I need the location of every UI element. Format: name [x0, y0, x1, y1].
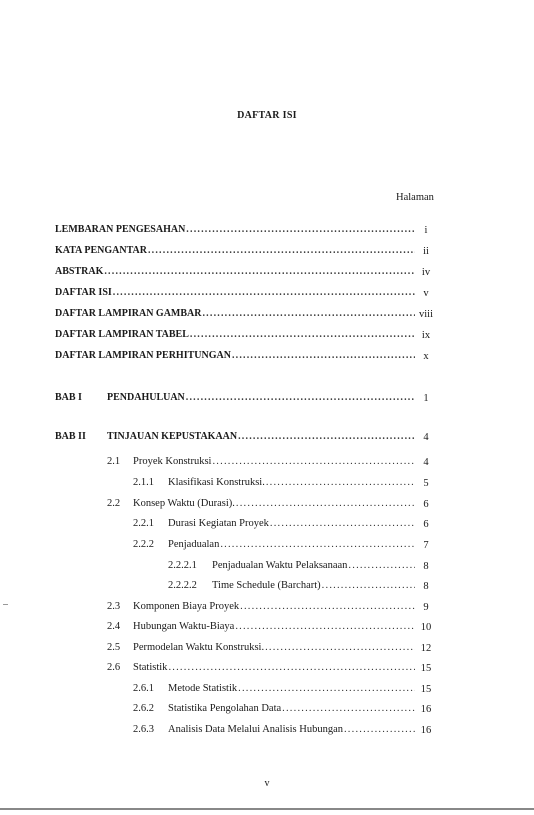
- dot-leader: [266, 477, 415, 488]
- toc-entry-2-3[interactable]: [107, 601, 416, 615]
- toc-entry-label: Proyek Konstruksi: [133, 456, 212, 467]
- toc-entry-daftar-isi[interactable]: [55, 287, 416, 301]
- toc-section-number: 2.1.1: [133, 477, 154, 488]
- dot-leader: [236, 498, 415, 509]
- dot-leader: [322, 580, 415, 591]
- toc-entry-label: TINJAUAN KEPUSTAKAAN: [107, 431, 238, 442]
- toc-entry-daftar-lampiran-perhitungan[interactable]: [55, 350, 416, 364]
- toc-entry-label: Analisis Data Melalui Analisis Hubungan: [168, 724, 343, 735]
- toc-section-number: 2.1: [107, 456, 121, 467]
- page-bottom-edge: [0, 808, 534, 810]
- dot-leader: [238, 683, 415, 694]
- toc-section-number: 2.2.1: [133, 518, 154, 529]
- page-title: DAFTAR ISI: [237, 110, 297, 121]
- dot-leader: [344, 724, 415, 735]
- toc-page-number: x: [423, 351, 429, 362]
- dot-leader: [235, 621, 415, 632]
- toc-entry-2-6-1[interactable]: [133, 683, 416, 697]
- toc-page-number: iv: [421, 267, 431, 278]
- toc-page-number: 12: [420, 643, 432, 654]
- toc-entry-2-2[interactable]: [107, 498, 416, 512]
- toc-entry-2-1-1[interactable]: [133, 477, 416, 491]
- toc-entry-bab-i[interactable]: [55, 392, 416, 406]
- toc-page-number: 4: [423, 432, 429, 443]
- toc-entry-label: ABSTRAK: [55, 266, 104, 277]
- toc-page-number: 9: [423, 602, 429, 613]
- toc-entry-label: Durasi Kegiatan Proyek: [168, 518, 269, 529]
- toc-entry-label: DAFTAR ISI: [55, 287, 112, 298]
- toc-entry-label: KATA PENGANTAR: [55, 245, 147, 256]
- toc-section-number: 2.4: [107, 621, 121, 632]
- toc-page-number: i: [424, 225, 428, 236]
- toc-section-number: 2.6: [107, 662, 121, 673]
- halaman-label: Halaman: [396, 192, 434, 203]
- footer-page-number: v: [264, 778, 270, 789]
- toc-entry-label: Metode Statistik: [168, 683, 238, 694]
- toc-section-number: 2.2: [107, 498, 121, 509]
- toc-page-number: ii: [423, 246, 429, 257]
- toc-section-number: 2.5: [107, 642, 121, 653]
- toc-entry-2-6-2[interactable]: [133, 703, 416, 717]
- toc-page-number: 8: [423, 581, 429, 592]
- toc-entry-label: Hubungan Waktu-Biaya: [133, 621, 235, 632]
- toc-section-number: 2.2.2: [133, 539, 154, 550]
- toc-page-number: viii: [418, 309, 433, 320]
- dot-leader: [282, 703, 415, 714]
- toc-entry-label: DAFTAR LAMPIRAN GAMBAR: [55, 308, 202, 319]
- dot-leader: [168, 662, 415, 673]
- toc-entry-2-6[interactable]: [107, 662, 416, 676]
- dot-leader: [113, 287, 415, 298]
- dot-leader: [238, 431, 415, 442]
- toc-page-number: 8: [423, 561, 429, 572]
- toc-entry-daftar-lampiran-gambar[interactable]: [55, 308, 416, 322]
- toc-page-number: 6: [423, 519, 429, 530]
- toc-page-number: ix: [421, 330, 431, 341]
- toc-entry-label: DAFTAR LAMPIRAN PERHITUNGAN: [55, 350, 231, 361]
- toc-entry-label: Time Schedule (Barchart): [212, 580, 321, 591]
- toc-entry-daftar-lampiran-tabel[interactable]: [55, 329, 416, 343]
- toc-entry-kata-pengantar[interactable]: [55, 245, 416, 259]
- toc-page-number: 10: [420, 622, 432, 633]
- dot-leader: [202, 308, 415, 319]
- toc-entry-bab-ii[interactable]: [55, 431, 416, 445]
- toc-section-number: 2.3: [107, 601, 121, 612]
- dot-leader: [270, 518, 415, 529]
- toc-section-number: 2.6.3: [133, 724, 154, 735]
- toc-page-number: 4: [423, 457, 429, 468]
- dot-leader: [232, 350, 415, 361]
- toc-page-number: 15: [420, 663, 432, 674]
- dot-leader: [212, 456, 415, 467]
- toc-entry-label: Statistik: [133, 662, 168, 673]
- dot-leader: [104, 266, 415, 277]
- toc-entry-2-1[interactable]: [107, 456, 416, 470]
- toc-page-number: v: [423, 288, 429, 299]
- toc-entry-label: DAFTAR LAMPIRAN TABEL: [55, 329, 189, 340]
- dot-leader: [148, 245, 415, 256]
- dot-leader: [186, 224, 415, 235]
- toc-section-number: 2.2.2.1: [168, 560, 197, 571]
- toc-entry-2-2-2-2[interactable]: [168, 580, 416, 594]
- dot-leader: [220, 539, 415, 550]
- toc-entry-label: Permodelan Waktu Konstruksi.: [133, 642, 265, 653]
- toc-page-number: 15: [420, 684, 432, 695]
- toc-entry-label: Penjadualan Waktu Pelaksanaan: [212, 560, 348, 571]
- toc-page-number: 7: [423, 540, 429, 551]
- toc-page-number: 5: [423, 478, 429, 489]
- dot-leader: [186, 392, 415, 403]
- toc-chapter-number: BAB II: [55, 431, 86, 442]
- toc-section-number: 2.2.2.2: [168, 580, 197, 591]
- toc-page-number: 16: [420, 725, 432, 736]
- toc-entry-2-4[interactable]: [107, 621, 416, 635]
- toc-page-number: 1: [423, 393, 429, 404]
- toc-entry-lembaran-pengesahan[interactable]: [55, 224, 416, 238]
- scan-mark: [3, 604, 8, 605]
- toc-entry-2-6-3[interactable]: [133, 724, 416, 738]
- dot-leader: [240, 601, 415, 612]
- toc-entry-label: PENDAHULUAN: [107, 392, 185, 403]
- toc-entry-abstrak[interactable]: [55, 266, 416, 280]
- toc-entry-label: Komponen Biaya Proyek: [133, 601, 240, 612]
- toc-section-number: 2.6.1: [133, 683, 154, 694]
- toc-entry-label: Statistika Pengolahan Data: [168, 703, 282, 714]
- toc-entry-2-2-2[interactable]: [133, 539, 416, 553]
- toc-entry-label: Klasifikasi Konstruksi.: [168, 477, 265, 488]
- toc-page-number: 16: [420, 704, 432, 715]
- dot-leader: [348, 560, 415, 571]
- toc-page-number: 6: [423, 499, 429, 510]
- toc-entry-label: Konsep Waktu (Durasi).: [133, 498, 235, 509]
- toc-entry-label: LEMBARAN PENGESAHAN: [55, 224, 186, 235]
- toc-entry-label: Penjadualan: [168, 539, 220, 550]
- toc-entry-2-2-1[interactable]: [133, 518, 416, 532]
- toc-entry-2-5[interactable]: [107, 642, 416, 656]
- toc-section-number: 2.6.2: [133, 703, 154, 714]
- toc-entry-2-2-2-1[interactable]: [168, 560, 416, 574]
- toc-chapter-number: BAB I: [55, 392, 82, 403]
- dot-leader: [265, 642, 415, 653]
- dot-leader: [190, 329, 415, 340]
